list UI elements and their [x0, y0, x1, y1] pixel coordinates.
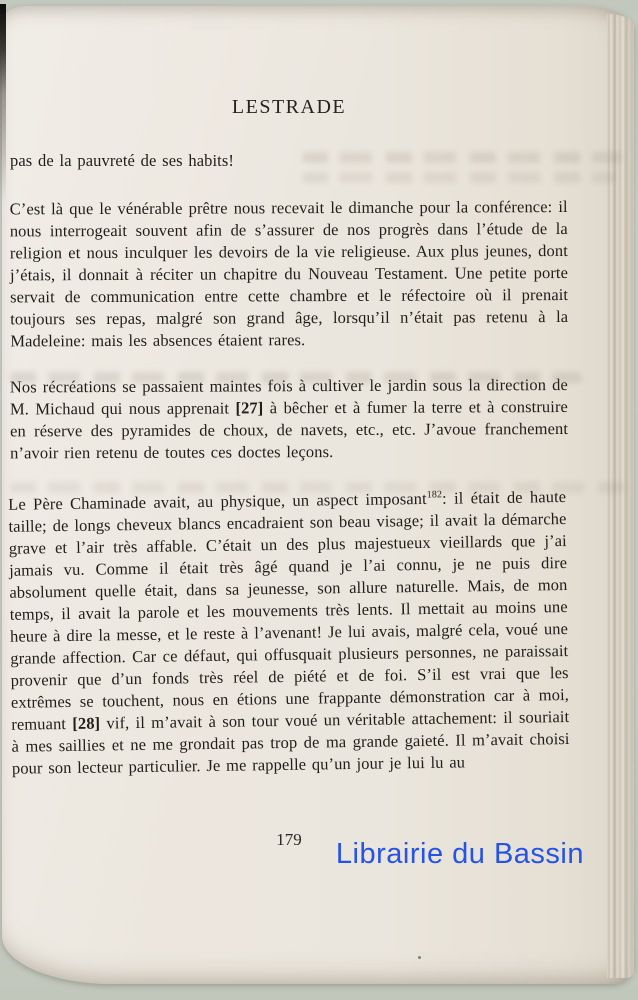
text-run: : il était de haute taille; de longs cheveux blancs encadraient son beau visage; il avait la démarche grave et l’air très affable. C’était un des plus majestueux vieillards que j’ai jamais vu. Comme il était très âgé quand je l’ai connu, je ne puis dire absolument quelle était, dans sa jeunesse, son allure naturelle. Mais, de mon temps, il avait la parole et les mouvements très lents. Il mettait au moins une heure à dire la messe, et le reste à l’avenant! Je lui avais, malgré cela, voué une grande affection. Car ce défaut, qui offusquait plusieurs personnes, ne paraissait provenir que d’un fonds très réel de piété et de foi. S’il est vrai que les extrêmes se touchent, nous en étions une frappante démonstration car à moi, remuant [8, 487, 570, 734]
paragraph [10, 374, 568, 464]
watermark: Librairie du Bassin [335, 838, 584, 870]
running-header: LESTRADE [231, 96, 347, 118]
bleed-through-line [302, 152, 622, 163]
text-run: Nos récréations se passaient maintes fois à cultiver le jardin sous la direction de M. Michaud qui nous apprenait [9, 375, 568, 419]
bleed-through-line [10, 482, 626, 493]
paragraph [10, 196, 569, 352]
page-corner-shadow [0, 4, 6, 204]
text-run: pas de la pauvreté de ses habits! [10, 151, 234, 170]
text-run: vif, il m’avait à son tour voué un véritable attachement: il souriait à mes saillies et ne me grondait pas trop de ma grande gaieté. Il m’avait choisi pour son lecteur particulier. Je me rappelle qu’un jour je lui lu au [11, 706, 570, 778]
text-run: à bêcher et à fumer la terre et à construire en réserve des pyramides de choux, de navets, etc., etc. J’avoue franchement n’avoir rien retenu de toutes ces doctes leçons. [10, 397, 569, 463]
dust-speck [418, 956, 421, 959]
page-text [8, 150, 570, 778]
footnote-reference: 182 [426, 489, 443, 501]
paragraph [8, 486, 570, 780]
page-content [10, 6, 568, 852]
bracket-number: [28] [72, 713, 101, 733]
book-page [2, 6, 634, 984]
bleed-through-line [10, 372, 582, 383]
text-run: Le Père Chaminade avait, au physique, un aspect imposant [8, 488, 427, 514]
bleed-through-line [302, 172, 616, 183]
text-run: C’est là que le vénérable prêtre nous recevait le dimanche pour la conférence: il nous interrogeait souvent afin de s’assurer de nos progrès dans l’étude de la religion et nous inculquer les devoirs de la vie religieuse. Aux plus jeunes, dont j’étais, il donnait à réciter un chapitre du Nouveau Testament. Une petite porte servait de communication entre cette chambre et le réfectoire où il prenait toujours ses repas, malgré son grand âge, lorsqu’il n’était pas retenu à la Madeleine: mais les absences étaient rares. [9, 197, 569, 351]
bracket-number: [27] [235, 398, 264, 418]
page-number: 179 [276, 830, 302, 849]
